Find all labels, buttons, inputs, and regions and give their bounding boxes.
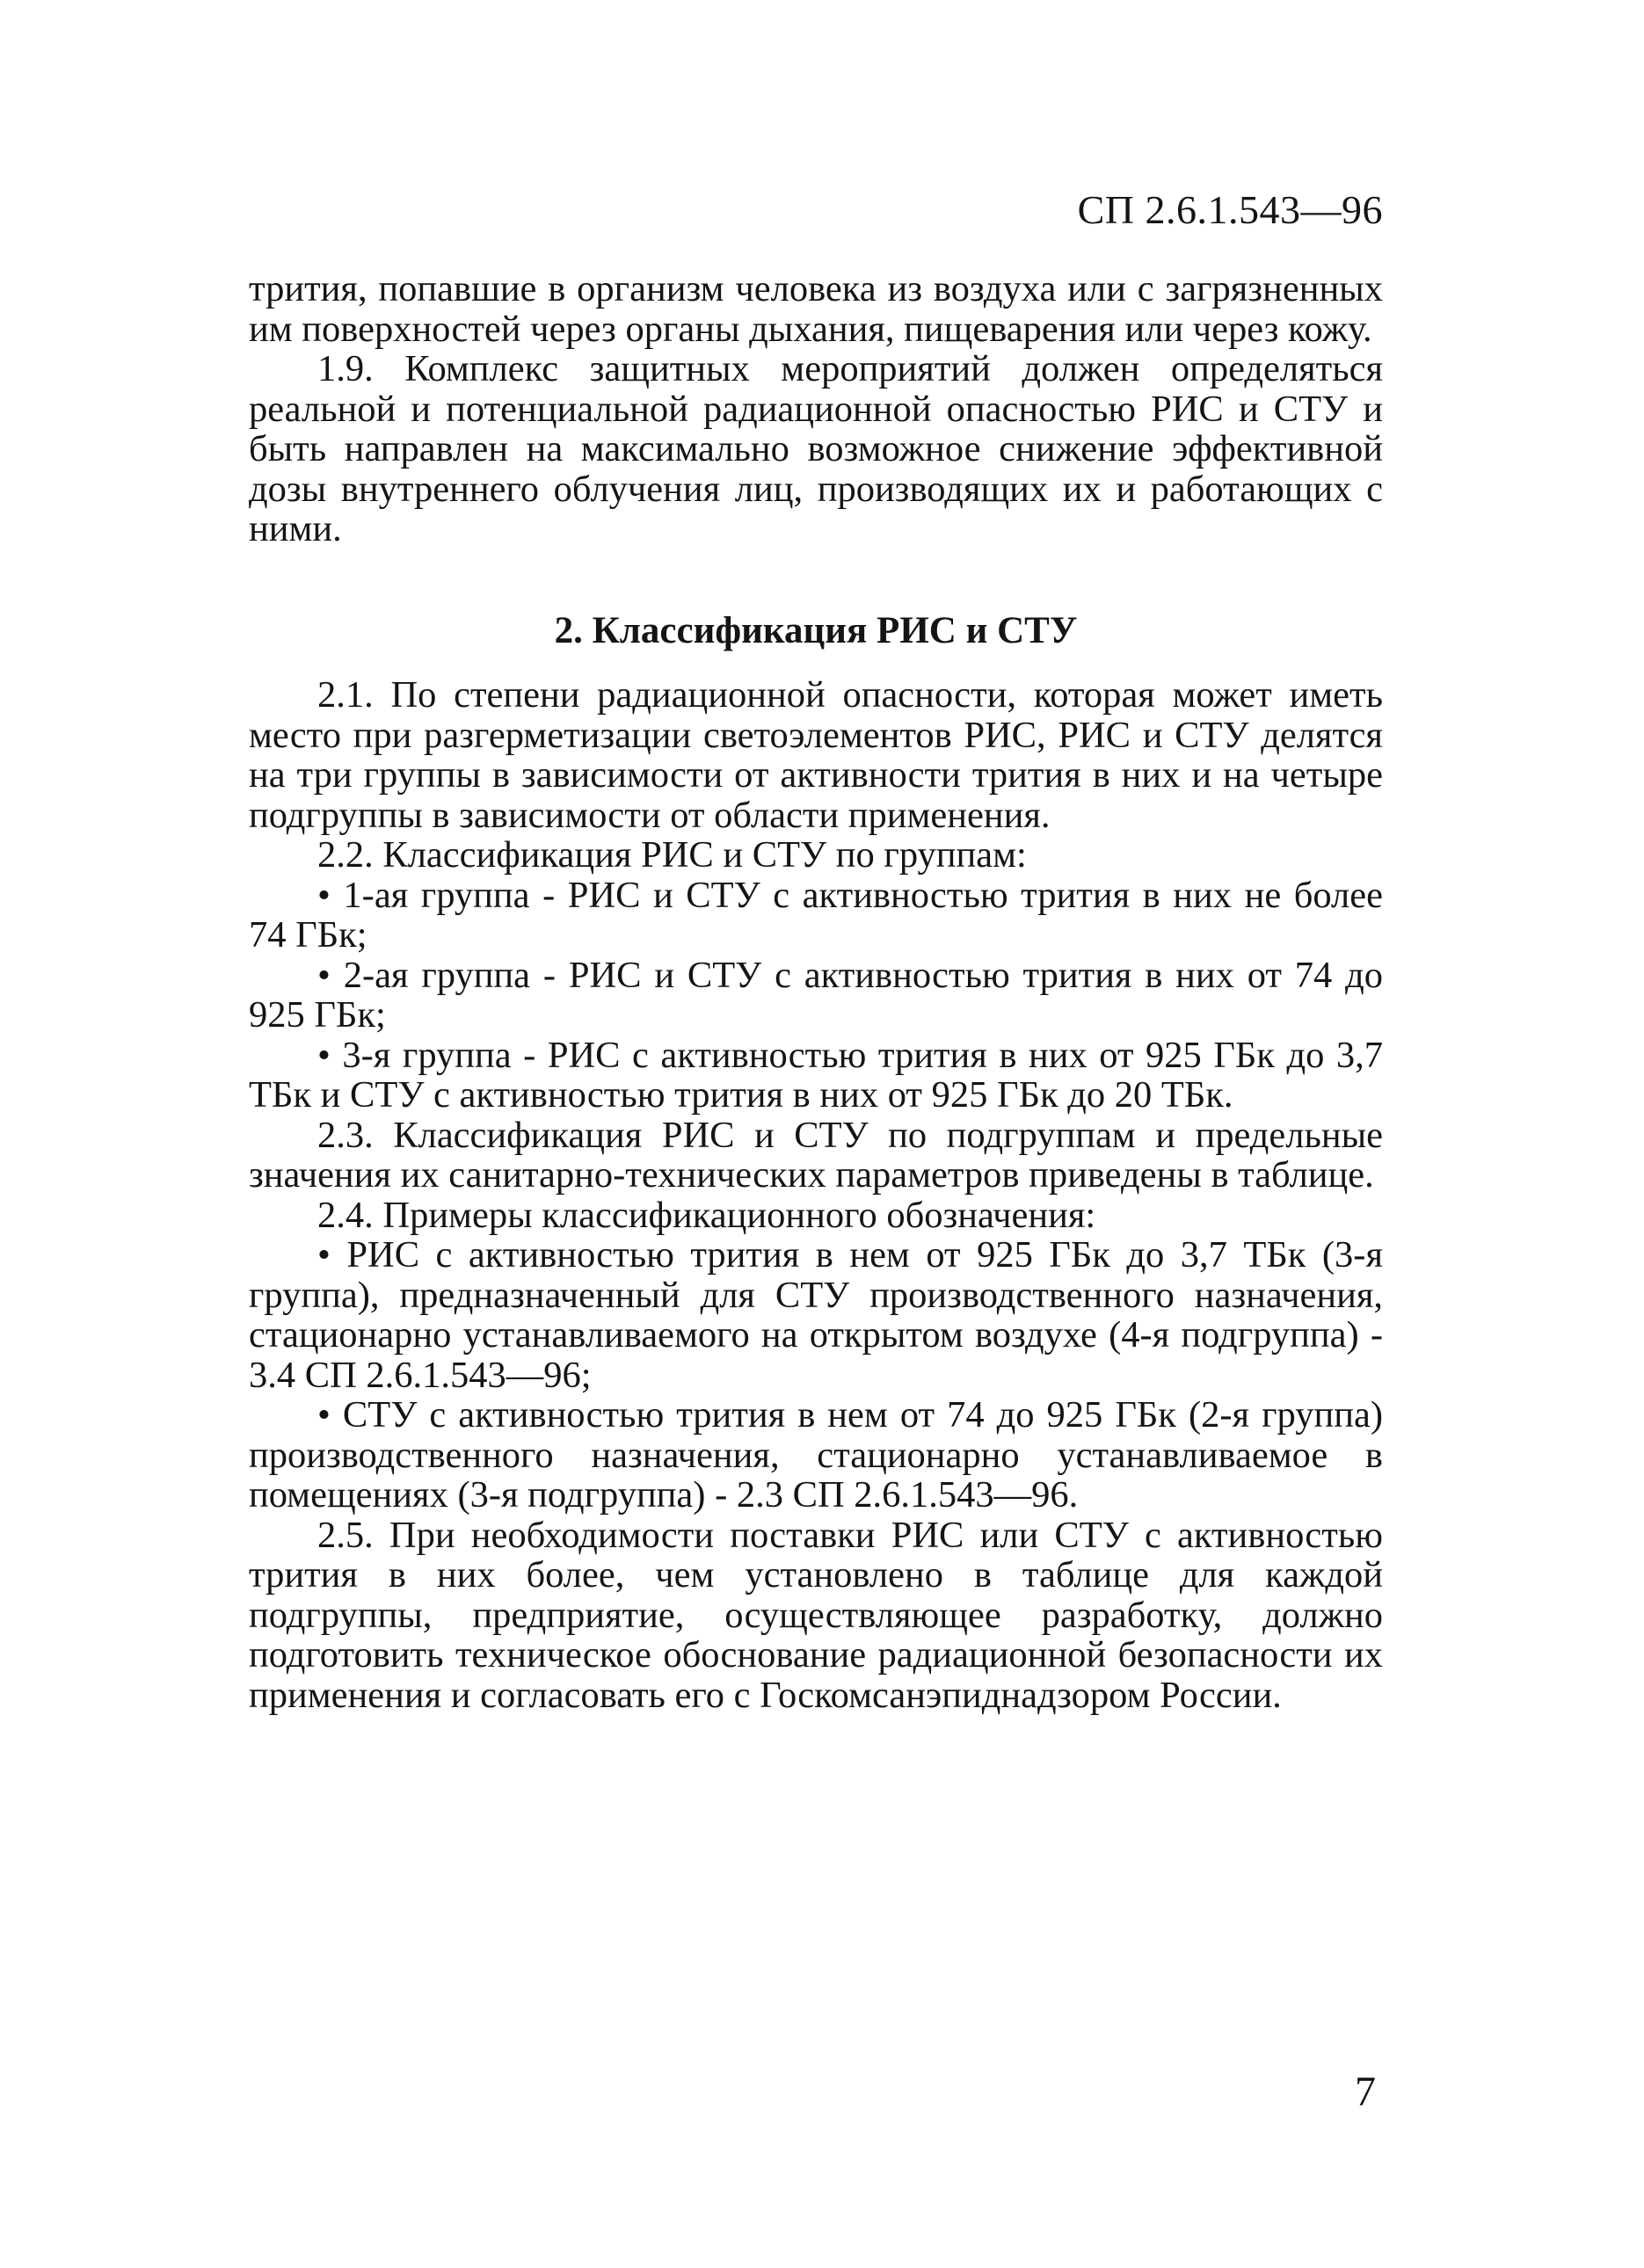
paragraph-2-3: 2.3. Классификация РИС и СТУ по подгруппам и предельные значения их санитарно-технических параметров приведены в таблице. [249, 1114, 1383, 1196]
document-page [249, 0, 1383, 2268]
paragraph-2-1: 2.1. По степени радиационной опасности, которая может иметь место при разгерметизации светоэлементов РИС, РИС и СТУ делятся на три группы в зависимости от активности трития в них и на четыре подгруппы в зависимости от области применения. [249, 674, 1383, 836]
body-text [249, 269, 1383, 1715]
page-number: 7 [1355, 2068, 1376, 2115]
document-code: СП 2.6.1.543—96 [1077, 187, 1383, 232]
section-heading: 2. Классификация РИС и СТУ [554, 609, 1078, 651]
list-item-group-3: • 3-я группа - РИС с активностью трития в них от 925 ГБк до 3,7 ТБк и СТУ с активностью трития в них от 925 ГБк до 20 ТБк. [249, 1034, 1383, 1116]
paragraph-continuation: трития, попавшие в организм человека из воздуха или с загрязненных им поверхностей через органы дыхания, пищеварения или через кожу. [249, 268, 1383, 350]
paragraph-2-4: 2.4. Примеры классификационного обозначения: [317, 1194, 1096, 1236]
list-item-group-2: • 2-ая группа - РИС и СТУ с активностью трития в них от 74 до 925 ГБк; [249, 954, 1383, 1036]
paragraph-2-5: 2.5. При необходимости поставки РИС или СТУ с активностью трития в них более, чем установлено в таблице для каждой подгруппы, предприятие, осуществляющее разработку, должно подготовить техническое обоснование радиационной безопасности их применения и согласовать его с Госкомсанэпиднадзором России. [249, 1514, 1383, 1716]
paragraph-1-9: 1.9. Комплекс защитных мероприятий должен определяться реальной и потенциальной радиационной опасностью РИС и СТУ и быть направлен на максимально возможное снижение эффективной дозы внутреннего облучения лиц, производящих их и работающих с ними. [249, 348, 1383, 549]
list-item-group-1: • 1-ая группа - РИС и СТУ с активностью трития в них не более 74 ГБк; [249, 874, 1383, 956]
paragraph-2-2: 2.2. Классификация РИС и СТУ по группам: [317, 834, 1027, 876]
list-item-example-1: • РИС с активностью трития в нем от 925 ГБк до 3,7 ТБк (3-я группа), предназначенный для СТУ производственного назначения, стационарно устанавливаемого на открытом воздухе (4-я подгруппа) - 3.4 СП 2.6.1.543—96; [249, 1234, 1383, 1396]
list-item-example-2: • СТУ с активностью трития в нем от 74 до 925 ГБк (2-я группа) производственного назначения, стационарно устанавливаемое в помещениях (3-я подгруппа) - 2.3 СП 2.6.1.543—96. [249, 1394, 1383, 1516]
